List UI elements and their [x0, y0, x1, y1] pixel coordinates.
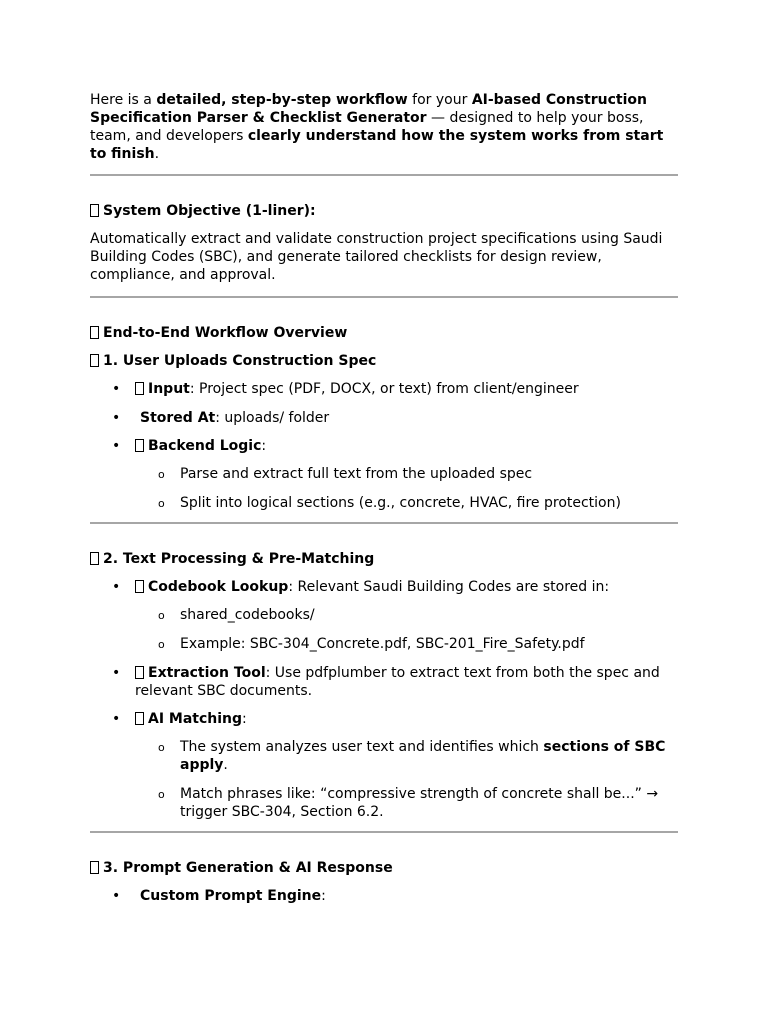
- list-item: • Codebook Lookup: Relevant Saudi Building Codes are stored in: o shared_codebooks/ o Example: SBC-304_Concrete.pdf, SBC-201_Fire_Safety.pdf: [90, 578, 678, 653]
- list-item: o Parse and extract full text from the uploaded spec: [90, 465, 678, 483]
- missing-glyph-icon: [135, 712, 144, 725]
- missing-glyph-icon: [90, 861, 99, 874]
- list-item: o Split into logical sections (e.g., concrete, HVAC, fire protection): [90, 494, 678, 512]
- objective-text: Automatically extract and validate construction project specifications using Saudi Building Codes (SBC), and generate tailored checklists for design review, compliance, and approval.: [90, 231, 663, 283]
- intro-text: Here is a: [90, 92, 157, 108]
- list-item: • Extraction Tool: Use pdfplumber to extract text from both the spec and relevant SBC documents.: [90, 664, 678, 700]
- intro-bold: clearly understand how the system works from start to finish: [90, 128, 664, 162]
- list-item: • Backend Logic: o Parse and extract full text from the uploaded spec o Split into logical sections (e.g., concrete, HVAC, fire protection): [90, 437, 678, 512]
- missing-glyph-icon: [90, 552, 99, 565]
- list-item: • Custom Prompt Engine:: [90, 887, 678, 905]
- missing-glyph-icon: [90, 204, 99, 217]
- step3-heading: 3. Prompt Generation & AI Response: [90, 859, 678, 877]
- ai-sublist: [135, 738, 678, 821]
- list-item: o Match phrases like: “compressive strength of concrete shall be...” → trigger SBC-304, Section 6.2.: [90, 785, 678, 821]
- missing-glyph-icon: [135, 580, 144, 593]
- backend-sublist: [135, 465, 678, 512]
- intro-text: .: [154, 146, 160, 162]
- intro-text: — designed to help your boss, team, and developers: [90, 110, 644, 144]
- intro-bold: detailed, step-by-step workflow: [156, 92, 408, 108]
- missing-glyph-icon: [135, 382, 144, 395]
- divider: [90, 831, 678, 833]
- objective-heading: System Objective (1-liner):: [90, 202, 678, 220]
- list-item: o Example: SBC-304_Concrete.pdf, SBC-201_Fire_Safety.pdf: [90, 635, 678, 653]
- list-item: o The system analyzes user text and identifies which sections of SBC apply.: [90, 738, 678, 774]
- step1-list: [90, 380, 678, 512]
- intro-bold: AI-based Construction Specification Parser & Checklist Generator: [90, 92, 647, 126]
- step2-heading: 2. Text Processing & Pre-Matching: [90, 550, 678, 568]
- missing-glyph-icon: [90, 354, 99, 367]
- document-page: [90, 91, 678, 905]
- divider: [90, 174, 678, 176]
- divider: [90, 522, 678, 524]
- overview-heading: End-to-End Workflow Overview: [90, 324, 678, 342]
- divider: [90, 296, 678, 298]
- step2-list: [90, 578, 678, 821]
- missing-glyph-icon: [90, 326, 99, 339]
- codebook-sublist: [135, 606, 678, 653]
- list-item: • AI Matching: o The system analyzes user text and identifies which sections of SBC apply. o Match phrases like: “compressive strength of concrete shall be...” → trigger SBC-304, Section 6.2.: [90, 710, 678, 821]
- intro-paragraph: [90, 91, 678, 163]
- step1-heading: 1. User Uploads Construction Spec: [90, 352, 678, 370]
- missing-glyph-icon: [135, 439, 144, 452]
- missing-glyph-icon: [135, 666, 144, 679]
- list-item: • Input: Project spec (PDF, DOCX, or text) from client/engineer: [90, 380, 678, 398]
- intro-text: for your: [407, 92, 472, 108]
- step3-list: [90, 887, 678, 905]
- list-item: • Stored At: uploads/ folder: [90, 409, 678, 427]
- list-item: o shared_codebooks/: [90, 606, 678, 624]
